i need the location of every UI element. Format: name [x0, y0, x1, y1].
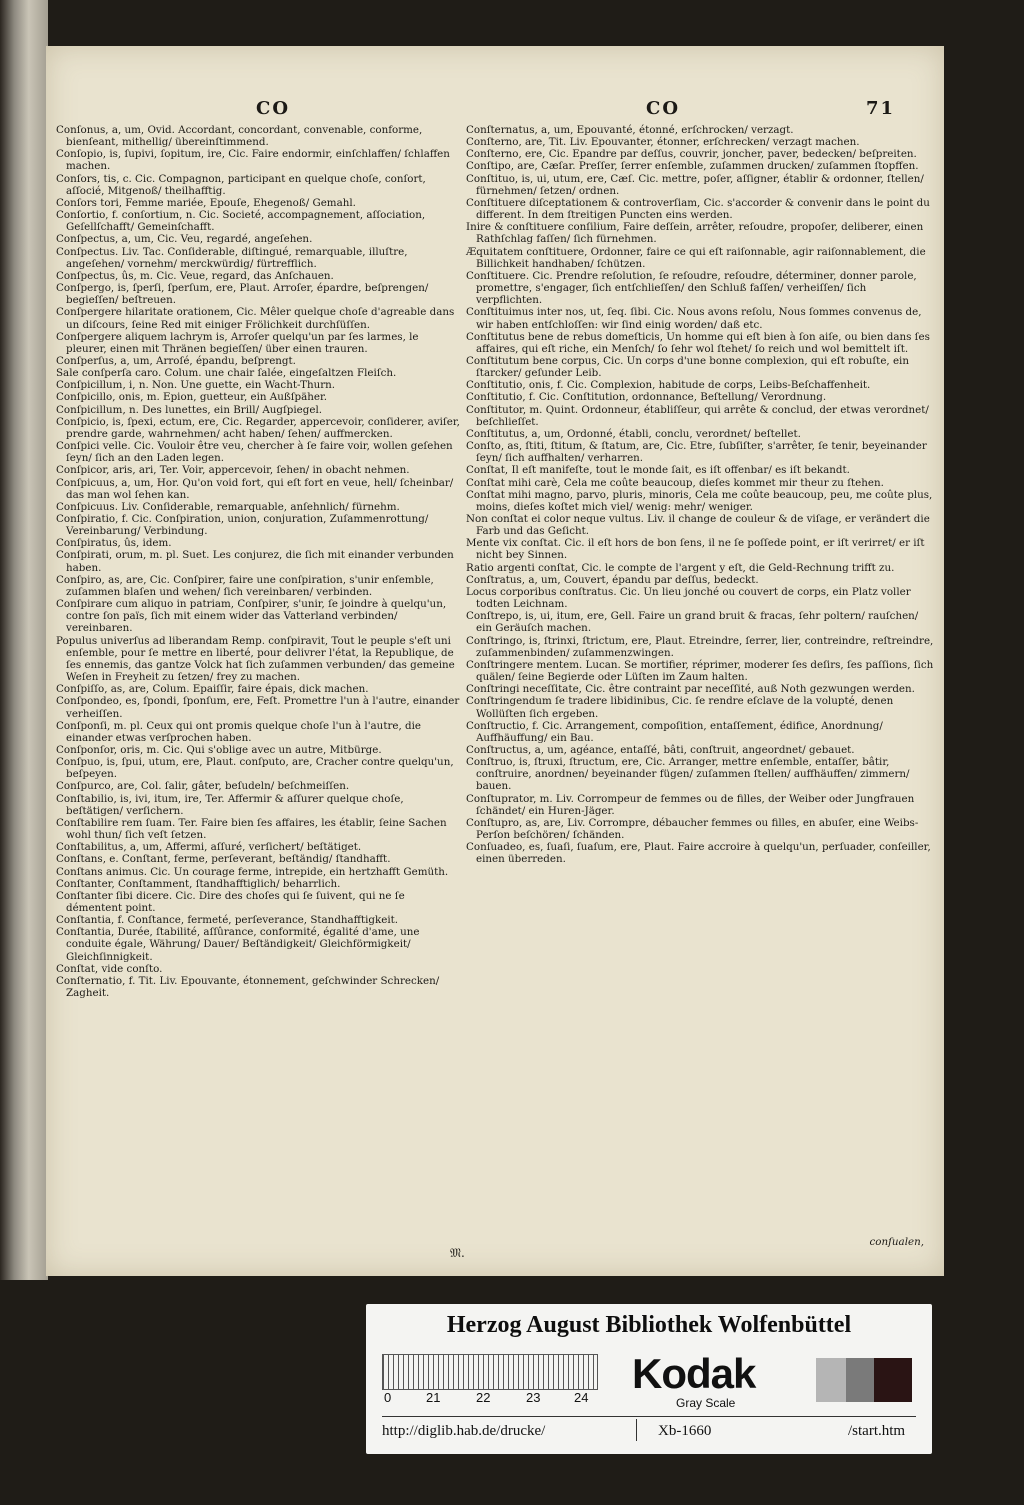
dictionary-entry: Conſternatio, f. Tit. Liv. Epouvante, étonnement, geſchwinder Schrecken/ Zagheit. — [56, 974, 440, 1000]
dictionary-entry: Conſponſor, oris, m. Cic. Qui s'oblige avec un autre, Mitbürge. — [56, 743, 382, 756]
dictionary-entry: Conſpergere aliquem lachrym is, Arroſer quelqu'un par ſes larmes, le pleurer, einen mit Thränen begieſſen/ über einen trauren. — [56, 330, 419, 355]
dictionary-entry: Conſtratus, a, um, Couvert, épandu par deſſus, bedeckt. — [466, 573, 759, 586]
dictionary-entry: Conſpirare cum aliquo in patriam, Conſpirer, s'unir, ſe joindre à quelqu'un, contre ſon païs, ſich mit einem wider das Vatterland verbinden/ vereinbaren. — [56, 598, 447, 635]
dictionary-entry: Conſtituimus inter nos, ut, ſeq. ſibi. Cic. Nous avons reſolu, Nous ſommes convenus de, wir haben entſchloſſen: wir ſind einig worden/ daß etc. — [466, 306, 922, 331]
dictionary-entry: Æquitatem conſtituere, Ordonner, faire ce qui eſt raiſonnable, agir raiſonnablement, die Billichkeit handhaben/ ſchützen. — [466, 245, 926, 270]
signature-mark: 𝔐. — [450, 1246, 465, 1260]
dictionary-entry: Conſtitutio, onis, f. Cic. Complexion, habitude de corps, Leibs-Beſchaffenheit. — [466, 379, 871, 392]
dictionary-entry: Conſtructio, f. Cic. Arrangement, compoſition, entaſſement, édifice, Anordnung/ Auffhäuffung/ ein Bau. — [466, 719, 883, 744]
dictionary-entry: Populus univerſus ad liberandam Remp. conſpiravit, Tout le peuple s'eſt uni enſemble, pour ſe mettre en liberté, pour delivrer l'état, la Republique, de ſes ennemis, das gantze Volck hat ſich zuſammen verbunden/ das gemeine Weſen in Freyheit zu ſetzen/ frey zu machen. — [56, 634, 455, 684]
shelfmark: Xb-1660 — [658, 1423, 712, 1439]
dictionary-entry: Conſtitutus bene de rebus domeſticis, Un homme qui eſt bien à ſon aiſe, ou bien dans ſes affaires, qui eſt riche, ein Menſch/ ſo ſehr wol ſtehet/ ſo reich und wol bemittelt iſt. — [466, 330, 930, 355]
dictionary-entry: Conſtat mihi carè, Cela me coûte beaucoup, dieſes kommet mir theur zu ſtehen. — [466, 476, 884, 489]
dictionary-entry: Conſpici velle. Cic. Vouloir être veu, chercher à ſe faire voir, wollen geſehen ſeyn/ ſich an den Laden legen. — [56, 440, 453, 465]
dictionary-entry: Conſtanter, Conſtamment, ſtandhafftiglich/ beharrlich. — [56, 877, 341, 890]
dictionary-entry: Conſtructus, a, um, agéance, entaſſé, bâti, conſtruit, angeordnet/ gebauet. — [466, 743, 855, 756]
gray-swatch-mid — [846, 1358, 876, 1402]
dictionary-entry: Conſtituere. Cic. Prendre reſolution, ſe reſoudre, reſoudre, déterminer, donner parole, promettre, s'engager, ſich entſchlieſſen/ den Schluß faſſen/ verheiſſen/ ſich verpflichten. — [466, 269, 917, 307]
header-right: CO — [646, 98, 681, 119]
gray-swatch-light — [816, 1358, 846, 1402]
dictionary-entry: Conſpicillum, i, n. Non. Une guette, ein Wacht-Thurn. — [56, 379, 336, 392]
dictionary-entry: Conſtuprator, m. Liv. Corrompeur de femmes ou de filles, der Weiber oder Jungfrauen ſchändet/ ein Huren-Jäger. — [466, 792, 915, 817]
dictionary-entry: Conſpiratus, ûs, idem. — [56, 537, 172, 550]
left-column — [56, 124, 461, 999]
dictionary-entry: Conſtat, vide conſto. — [56, 962, 163, 975]
gray-swatch-dark — [874, 1358, 912, 1402]
dictionary-entry: Conſpicuus, a, um, Hor. Qu'on void fort, qui eſt fort en veue, hell/ ſcheinbar/ das man wol ſehen kan. — [56, 476, 454, 501]
dictionary-entry: Conſors, tis, c. Cic. Compagnon, participant en quelque choſe, conſort, aſſocié, Mitgenoß/ theilhafftig. — [56, 172, 426, 197]
dictionary-entry: Conſtans, e. Conſtant, ferme, perſeverant, beſtändig/ ſtandhafft. — [56, 853, 391, 866]
dictionary-entry: Conſpectus, a, um, Cic. Veu, regardé, angeſehen. — [56, 233, 313, 246]
dictionary-entry: Conſpirati, orum, m. pl. Suet. Les conjurez, die ſich mit einander verbunden haben. — [56, 549, 454, 574]
dictionary-entry: Conſpergere hilaritate orationem, Cic. Mêler quelque choſe d'agreable dans un diſcours, ſeine Red mit einiger Frölichkeit durchſüſſen. — [56, 306, 455, 331]
dictionary-entry: Conſpicio, is, ſpexi, ectum, ere, Cic. Regarder, appercevoir, conſiderer, aviſer, prendre garde, wahrnehmen/ acht haben/ ſehen/ auffmercken. — [56, 415, 460, 440]
dictionary-entry: Conſtupro, as, are, Liv. Corrompre, débaucher femmes ou filles, en abuſer, eine Weibs-Perſon beſchören/ ſchänden. — [466, 816, 919, 842]
dictionary-entry: Conſpicuus. Liv. Conſiderable, remarquable, anſehnlich/ fürnehm. — [56, 500, 400, 513]
dictionary-entry: Conſpergo, is, ſperſi, ſperſum, ere, Plaut. Arroſer, épardre, beſprengen/ begieſſen/ beſtreuen. — [56, 282, 429, 307]
card-footer — [382, 1416, 916, 1443]
url-left: http://diglib.hab.de/drucke/ — [382, 1423, 546, 1439]
dictionary-entry: Conſtat mihi magno, parvo, pluris, minoris, Cela me coûte beaucoup, peu, me coûte plus, moins, dieſes koſtet mich viel/ wenig: mehr/ weniger. — [466, 488, 933, 513]
left-page-edge — [0, 0, 48, 1280]
dictionary-entry: Conſuadeo, es, ſuaſi, ſuaſum, ere, Plaut. Faire accroire à quelqu'un, perſuader, conſeiller, einen überreden. — [466, 841, 931, 866]
header-left: CO — [256, 98, 291, 119]
dictionary-entry: Mente vix conſtat. Cic. il eſt hors de bon ſens, il ne ſe poſſede point, er iſt verirret/ er iſt nicht bey Sinnen. — [466, 537, 925, 562]
dictionary-entry: Conſpondeo, es, ſpondi, ſponſum, ere, Feſt. Promettre l'un à l'autre, einander verheiſſen. — [56, 695, 460, 720]
dictionary-entry: Conſternatus, a, um, Epouvanté, étonné, erſchrocken/ verzagt. — [466, 124, 794, 136]
dictionary-entry: Conſors tori, Femme mariée, Epouſe, Ehegenoß/ Gemahl. — [56, 196, 356, 209]
divider — [636, 1419, 637, 1441]
ruler-number: 0 — [384, 1390, 392, 1405]
dictionary-entry: Conſonus, a, um, Ovid. Accordant, concordant, convenable, conforme, bienſeant, mithellig/ übereinſtimmend. — [56, 124, 423, 149]
dictionary-entry: Conſtringendum ſe tradere libidinibus, Cic. ſe rendre eſclave de la volupté, denen Wollüſten ſich ergeben. — [466, 695, 894, 720]
dictionary-entry: Conſtantia, Durée, ſtabilité, aſſûrance, conformité, égalité d'ame, une conduite égale, Währung/ Dauer/ Beſtändigkeit/ Gleichförmigkeit/ Gleichſinnigkeit. — [56, 926, 420, 963]
dictionary-entry: Conſperſus, a, um, Arroſé, épandu, beſprengt. — [56, 354, 296, 367]
dictionary-entry: Conſpicillo, onis, m. Epion, guetteur, ein Außſpäher. — [56, 391, 328, 404]
dictionary-entry: Conſopio, is, ſupivi, ſopitum, ire, Cic. Faire endormir, einſchlaffen/ ſchlaffen machen. — [56, 148, 450, 173]
dictionary-page — [46, 46, 944, 1276]
dictionary-entry: Non conſtat ei color neque vultus. Liv. il change de couleur & de viſage, er verändert die Farb und das Geſicht. — [466, 513, 930, 538]
dictionary-entry: Conſtantia, f. Conſtance, fermeté, perſeverance, Standhafftigkeit. — [56, 914, 399, 927]
dictionary-entry: Conſpectus. Liv. Tac. Conſiderable, diſtingué, remarquable, illuſtre, angeſehen/ vornehm/ merckwürdig/ fürtrefflich. — [56, 245, 408, 270]
right-column — [466, 124, 934, 866]
dictionary-entry: Conſpiſſo, as, are, Colum. Epaiſſir, faire épais, dick machen. — [56, 683, 369, 696]
dictionary-entry: Conſtitutum bene corpus, Cic. Un corps d'une bonne complexion, qui eſt robuſte, ein ſtarcker/ geſunder Leib. — [466, 354, 909, 380]
dictionary-entry: Conſterno, ere, Cic. Epandre par deſſus, couvrir, joncher, paver, bedecken/ beſpreiten. — [466, 148, 917, 161]
dictionary-entry: Conſpiro, as, are, Cic. Conſpirer, faire une conſpiration, s'unir enſemble, zuſammen blaſen und wehen/ ſich vereinbaren/ verbinden. — [56, 573, 434, 598]
dictionary-entry: Conſtitutio, f. Cic. Conſtitution, ordonnance, Beſtellung/ Verordnung. — [466, 391, 827, 404]
ruler-number: 23 — [526, 1390, 541, 1405]
dictionary-entry: Conſtipo, are, Cæſar. Preſſer, ſerrer enſemble, zuſammen drucken/ zuſammen ſtopffen. — [466, 160, 919, 173]
dictionary-entry: Conſpuo, is, ſpui, utum, ere, Plaut. conſputo, are, Cracher contre quelqu'un, beſpeyen. — [56, 756, 454, 781]
library-name: Herzog August Bibliothek Wolfenbüttel — [446, 1312, 852, 1338]
dictionary-entry: Conſtabilitus, a, um, Affermi, aſſuré, verſichert/ beſtätiget. — [56, 841, 362, 854]
dictionary-entry: Conſtituere diſceptationem & controverſiam, Cic. s'accorder & convenir dans le point du different. In dem ſtreitigen Puncten eins werden. — [466, 196, 930, 222]
dictionary-entry: Conſpicor, aris, ari, Ter. Voir, appercevoir, ſehen/ in obacht nehmen. — [56, 464, 410, 477]
dictionary-entry: Sale conſperſa caro. Colum. une chair ſalée, eingeſaltzen Fleiſch. — [56, 367, 397, 380]
dictionary-entry: Ratio argenti conſtat, Cic. le compte de l'argent y eſt, die Geld-Rechnung trifft zu. — [466, 561, 895, 574]
url-right: /start.htm — [848, 1423, 906, 1439]
dictionary-entry: Conſtabilio, is, ivi, itum, ire, Ter. Affermir & aſſurer quelque choſe, beſtätigen/ verſichern. — [56, 792, 404, 817]
dictionary-entry: Conſtruo, is, ſtruxi, ſtructum, ere, Cic. Arranger, mettre enſemble, entaſſer, bâtir, conſtruire, anordnen/ beyeinander fügen/ zuſammen ſtellen/ auffhäuffen/ zimmern/ bauen. — [466, 756, 910, 793]
dictionary-entry: Conſto, as, ſtiti, ſtitum, & ſtatum, are, Cic. Etre, ſubſiſter, s'arrêter, ſe tenir, beyeinander ſeyn/ ſich auffhalten/ verharren. — [466, 440, 927, 465]
dictionary-entry: Conſpicillum, n. Des lunettes, ein Brill/ Augſpiegel. — [56, 403, 323, 416]
dictionary-entry: Conſtringere mentem. Lucan. Se mortifier, réprimer, moderer ſes deſirs, ſes paſſions, ſich quälen/ ſeine Begierde oder Lüſten im Zaum halten. — [466, 658, 934, 684]
dictionary-entry: Conſtabilire rem ſuam. Ter. Faire bien ſes affaires, les établir, ſeine Sachen wohl thun/ ſich veſt ſetzen. — [56, 816, 447, 842]
dictionary-entry: Conſpiratio, f. Cic. Conſpiration, union, conjuration, Zuſammenrottung/ Vereinbarung/ Verbindung. — [56, 513, 429, 538]
dictionary-entry: Conſpurco, are, Col. ſalir, gâter, beſudeln/ beſchmeiſſen. — [56, 780, 350, 793]
dictionary-entry: Conſtitutor, m. Quint. Ordonneur, établiſſeur, qui arrête & conclud, der etwas verordnet/ beſchlieſſet. — [466, 403, 929, 428]
catchword: conſualen, — [869, 1236, 924, 1248]
dictionary-entry: Conſtringi neceſſitate, Cic. être contraint par neceſſité, auß Noth gezwungen werden. — [466, 683, 915, 696]
dictionary-entry: Conſtituo, is, ui, utum, ere, Cæſ. Cic. mettre, poſer, aſſigner, établir & ordonner, ſtellen/ fürnehmen/ ſetzen/ ordnen. — [466, 172, 924, 197]
scale-ruler — [382, 1354, 598, 1390]
dictionary-entry: Conſtat, Il eſt manifeſte, tout le monde ſait, es iſt offenbar/ es iſt bekandt. — [466, 464, 850, 477]
kodak-logo: Kodak — [632, 1350, 756, 1397]
dictionary-entry: Conſtrepo, is, ui, itum, ere, Gell. Faire un grand bruit & fracas, ſehr poltern/ rauſchen/ ein Geräuſch machen. — [466, 610, 919, 635]
ruler-number: 21 — [426, 1390, 441, 1405]
page-number: 71 — [866, 98, 896, 119]
dictionary-entry: Conſortio, f. conſortium, n. Cic. Societé, accompagnement, aſſociation, Geſellſchafft/ Gemeinſchafft. — [56, 209, 426, 234]
gray-scale-label: Gray Scale — [676, 1396, 736, 1410]
color-target-card — [366, 1304, 932, 1454]
dictionary-entry: Conſtringo, is, ſtrinxi, ſtrictum, ere, Plaut. Etreindre, ſerrer, lier, contreindre, reſtreindre, zuſammenbinden/ zuſammenzwingen. — [466, 634, 934, 659]
dictionary-entry: Conſpectus, ûs, m. Cic. Veue, regard, das Anſchauen. — [56, 269, 334, 282]
dictionary-entry: Conſtitutus, a, um, Ordonné, établi, conclu, verordnet/ beſtellet. — [466, 427, 801, 440]
ruler-number: 22 — [476, 1390, 491, 1405]
dictionary-entry: Conſtanter ſibi dicere. Cic. Dire des choſes qui ſe ſuivent, qui ne ſe démentent point. — [56, 889, 405, 914]
dictionary-entry: Conſtans animus. Cic. Un courage ferme, intrepide, ein hertzhafft Gemüth. — [56, 865, 449, 878]
dictionary-entry: Conſterno, are, Tit. Liv. Epouvanter, étonner, erſchrecken/ verzagt machen. — [466, 136, 860, 149]
ruler-number: 24 — [574, 1390, 589, 1405]
dictionary-entry: Conſponſi, m. pl. Ceux qui ont promis quelque choſe l'un à l'autre, die einander etwas verſprochen haben. — [56, 719, 421, 744]
dictionary-entry: Locus corporibus conſtratus. Cic. Un lieu jonché ou couvert de corps, ein Platz voller todten Leichnam. — [466, 585, 911, 611]
dictionary-entry: Inire & conſtituere conſilium, Faire deſſein, arrêter, reſoudre, propoſer, deliberer, einen Rathſchlag faſſen/ ſich fürnehmen. — [466, 221, 924, 246]
